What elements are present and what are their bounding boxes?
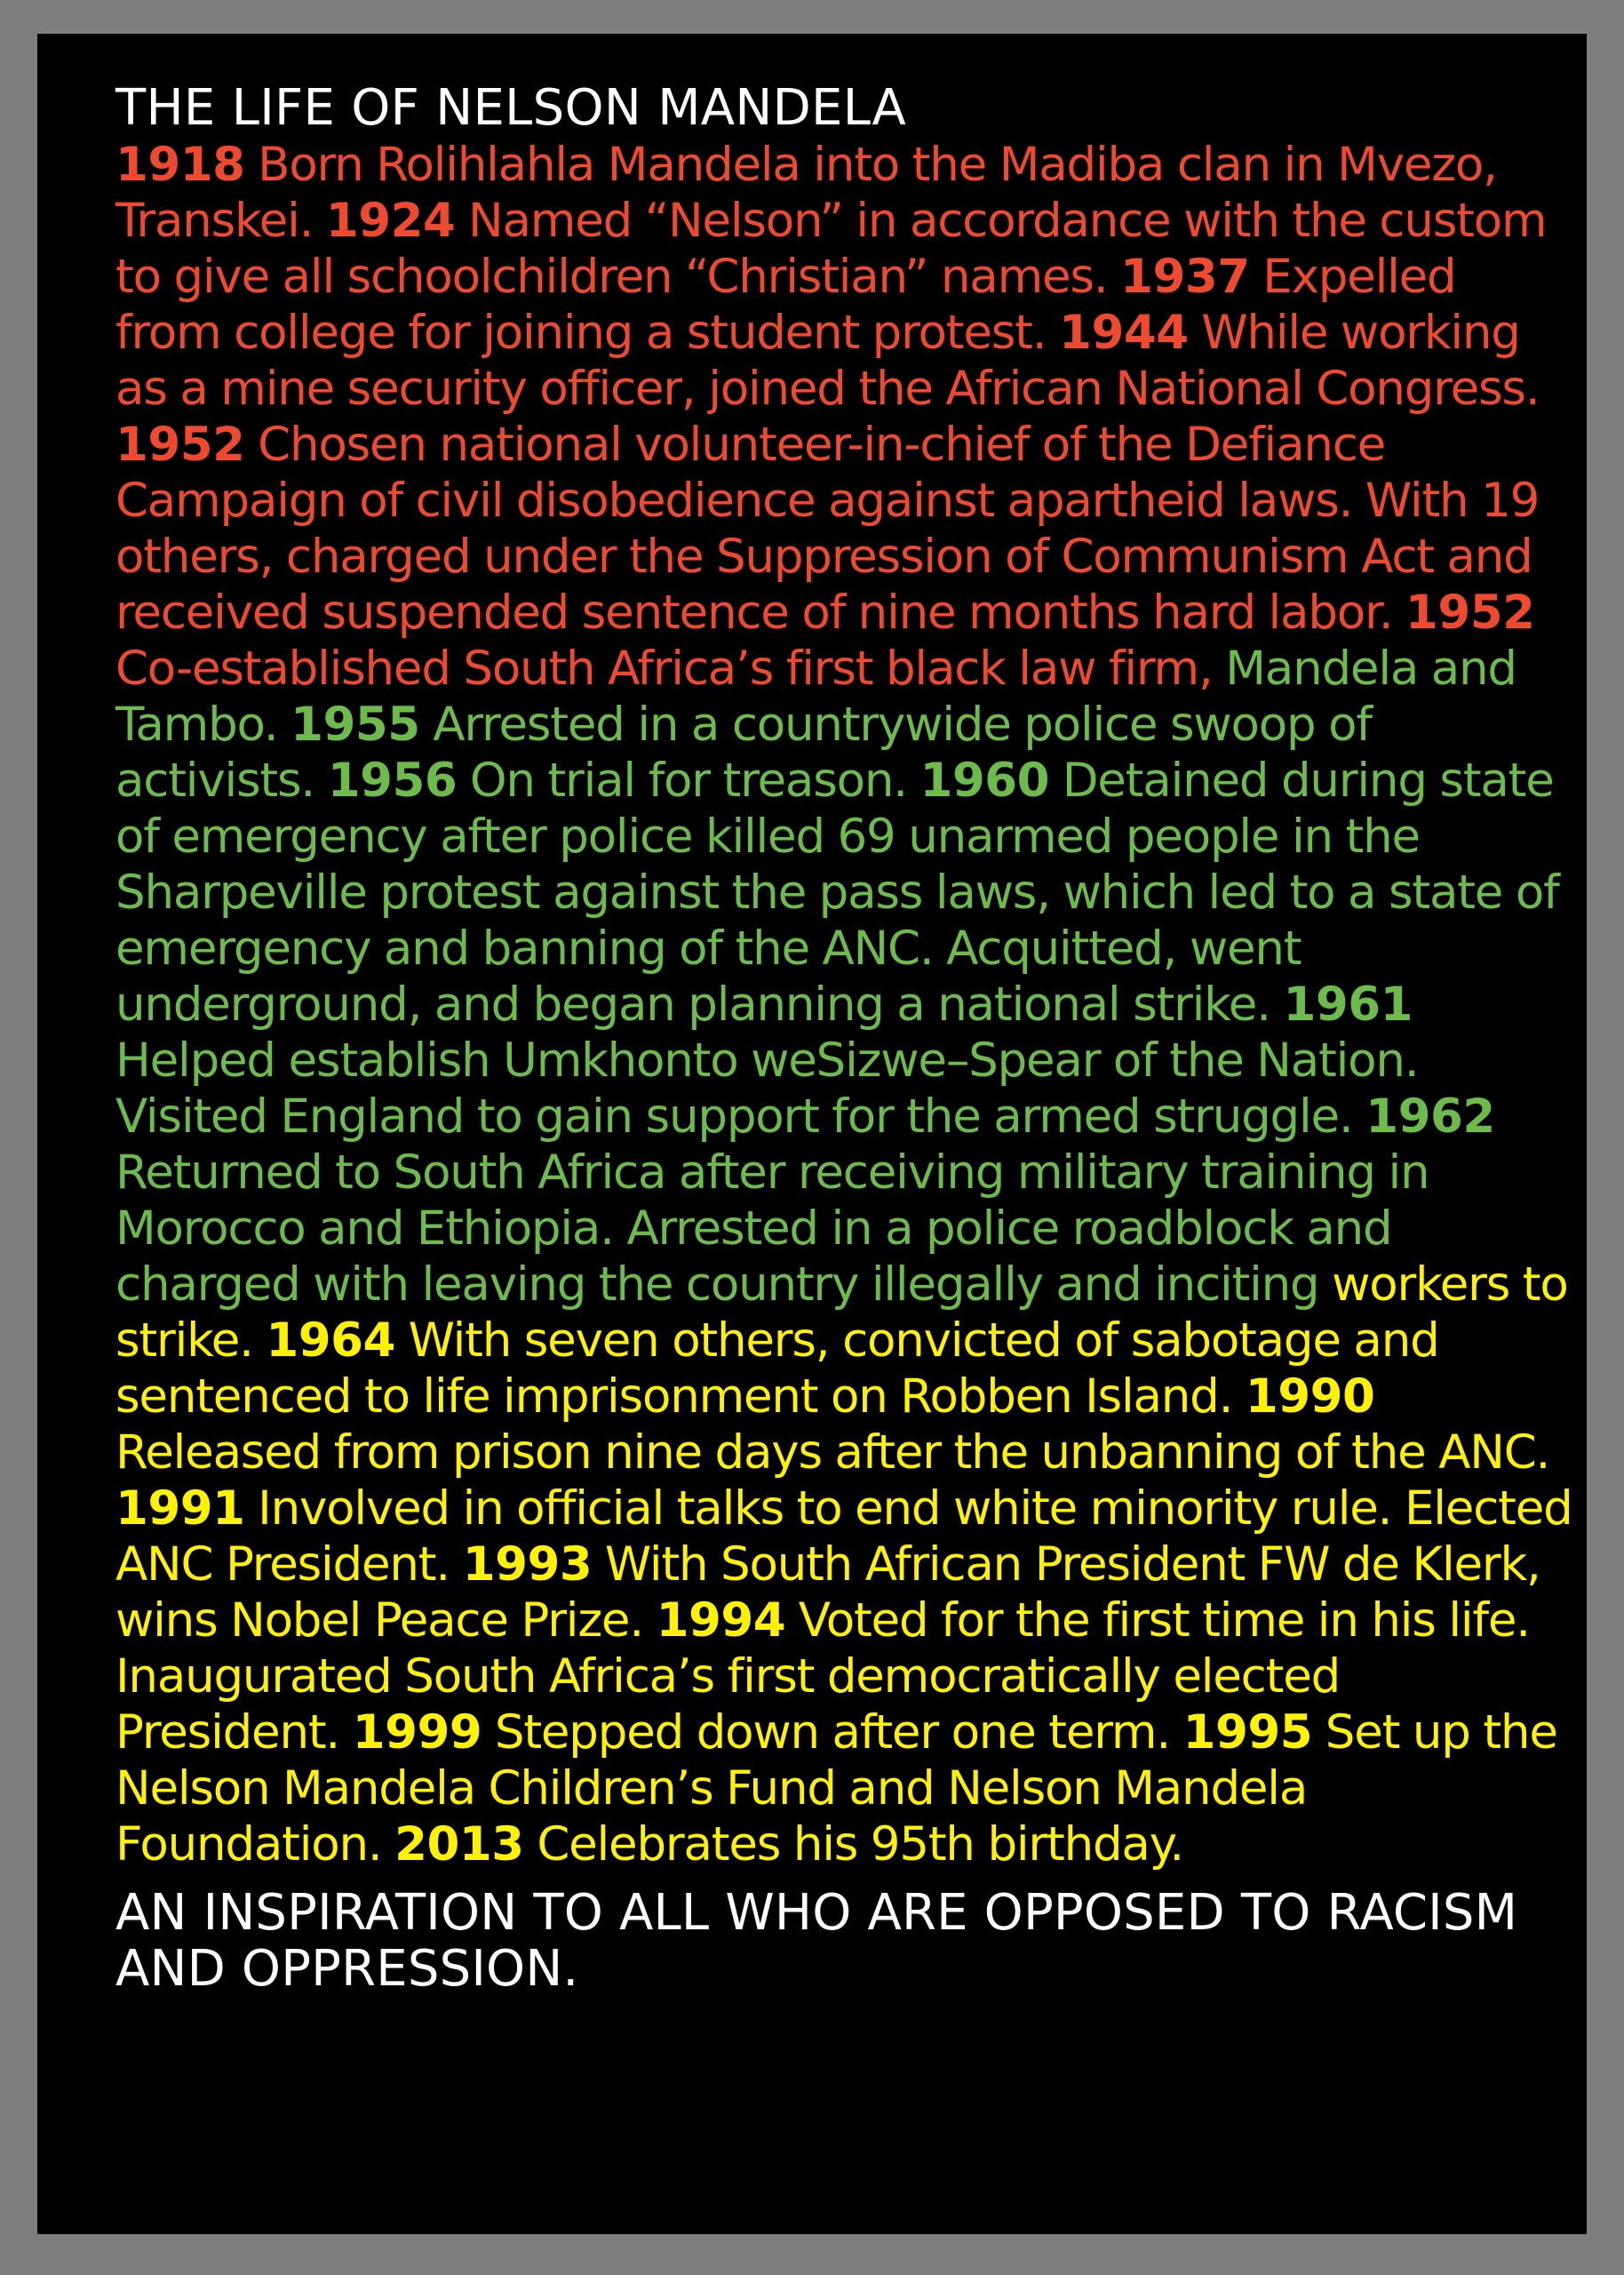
timeline-year: 1962 [1365, 1090, 1495, 1144]
timeline-entry [328, 754, 920, 808]
timeline-text: Chosen national volunteer-in-chief of the Defiance Campaign of civil disobedience against apartheid laws. With 19 others, charged under the Suppression of Communism Act and received suspended sentence of nine months hard labor. [115, 418, 1552, 640]
timeline-year: 1952 [115, 418, 245, 472]
timeline-year: 1960 [919, 754, 1050, 808]
timeline-year: 1990 [1245, 1369, 1375, 1424]
timeline-text: Arrested in a countrywide police swoop of activists. [115, 698, 1385, 808]
timeline-text: On trial for treason. [457, 754, 920, 808]
timeline [115, 137, 1586, 1872]
timeline-year: 1918 [115, 138, 245, 192]
timeline-year: 1964 [266, 1313, 395, 1368]
timeline-year: 1956 [327, 754, 458, 808]
timeline-year: 1944 [1059, 306, 1189, 360]
timeline-text: Released from prison nine days after the unbanning of the ANC. [115, 1369, 1563, 1480]
timeline-entry [115, 418, 1552, 640]
timeline-year: 1955 [291, 698, 420, 752]
timeline-text: Celebrates his 95th birthday. [523, 1817, 1183, 1872]
timeline-year: 1937 [1120, 250, 1250, 304]
timeline-year: 1993 [462, 1537, 593, 1592]
timeline-text: Voted for the first time in his life. Inaugurated South Africa’s first democratically elected President. [115, 1593, 1543, 1760]
poster-panel [37, 34, 1587, 2234]
timeline-text: While working as a mine security officer, joined the African National Congress. [115, 306, 1565, 416]
timeline-text: Born Rolihlahla Mandela into the Madiba clan in Mvezo, Transkei. [115, 138, 1510, 248]
timeline-year: 2013 [394, 1817, 524, 1872]
timeline-entry [394, 1817, 1183, 1872]
timeline-text: Returned to South Africa after receiving military training in Morocco and Ethiopia. Arrested in a police roadblock and charged with leaving the country illegally and inciting [115, 1090, 1509, 1312]
timeline-year: 1961 [1283, 978, 1413, 1032]
timeline-text: With seven others, convicted of sabotage and sentenced to life imprisonment on Robben Island. [115, 1313, 1453, 1424]
timeline-year: 1991 [115, 1481, 245, 1536]
timeline-text: Detained during state of emergency after police killed 69 unarmed people in the Sharpeville protest against the pass laws, which led to a state of emergency and banning of the ANC. Acquitted, went underground, and began planning a national strike. [115, 754, 1572, 1032]
timeline-year: 1924 [325, 194, 456, 248]
timeline-year: 1994 [656, 1593, 786, 1648]
timeline-year: 1999 [352, 1705, 482, 1760]
timeline-text: Expelled from college for joining a student protest. [115, 250, 1469, 360]
timeline-text: With South African President FW de Klerk, wins Nobel Peace Prize. [115, 1537, 1554, 1648]
timeline-text: Involved in official talks to end white minority rule. Elected ANC President. [115, 1481, 1586, 1592]
timeline-year: 1995 [1182, 1705, 1313, 1760]
footer-statement: AN INSPIRATION TO ALL WHO ARE OPPOSED TO RACISM AND OPPRESSION. [115, 1884, 1518, 1998]
timeline-entry [353, 1705, 1183, 1760]
timeline-text: Set up the Nelson Mandela Children’s Fund and Nelson Mandela Foundation. [115, 1705, 1571, 1872]
timeline-text: Helped establish Umkhonto weSizwe–Spear of the Nation. Visited England to gain support for the armed struggle. [115, 978, 1432, 1144]
timeline-text: workers to strike. [115, 1257, 1581, 1368]
poster-content [115, 79, 1586, 1998]
timeline-year: 1952 [1405, 586, 1535, 640]
page-title: THE LIFE OF NELSON MANDELA [115, 79, 907, 137]
timeline-text: Stepped down after one term. [482, 1705, 1183, 1760]
timeline-text: Mandela and Tambo. [115, 642, 1530, 752]
timeline-text: Co-established South Africa’s first black law firm, [115, 586, 1548, 696]
timeline-text: Named “Nelson” in accordance with the custom to give all schoolchildren “Christian” names. [115, 194, 1560, 304]
